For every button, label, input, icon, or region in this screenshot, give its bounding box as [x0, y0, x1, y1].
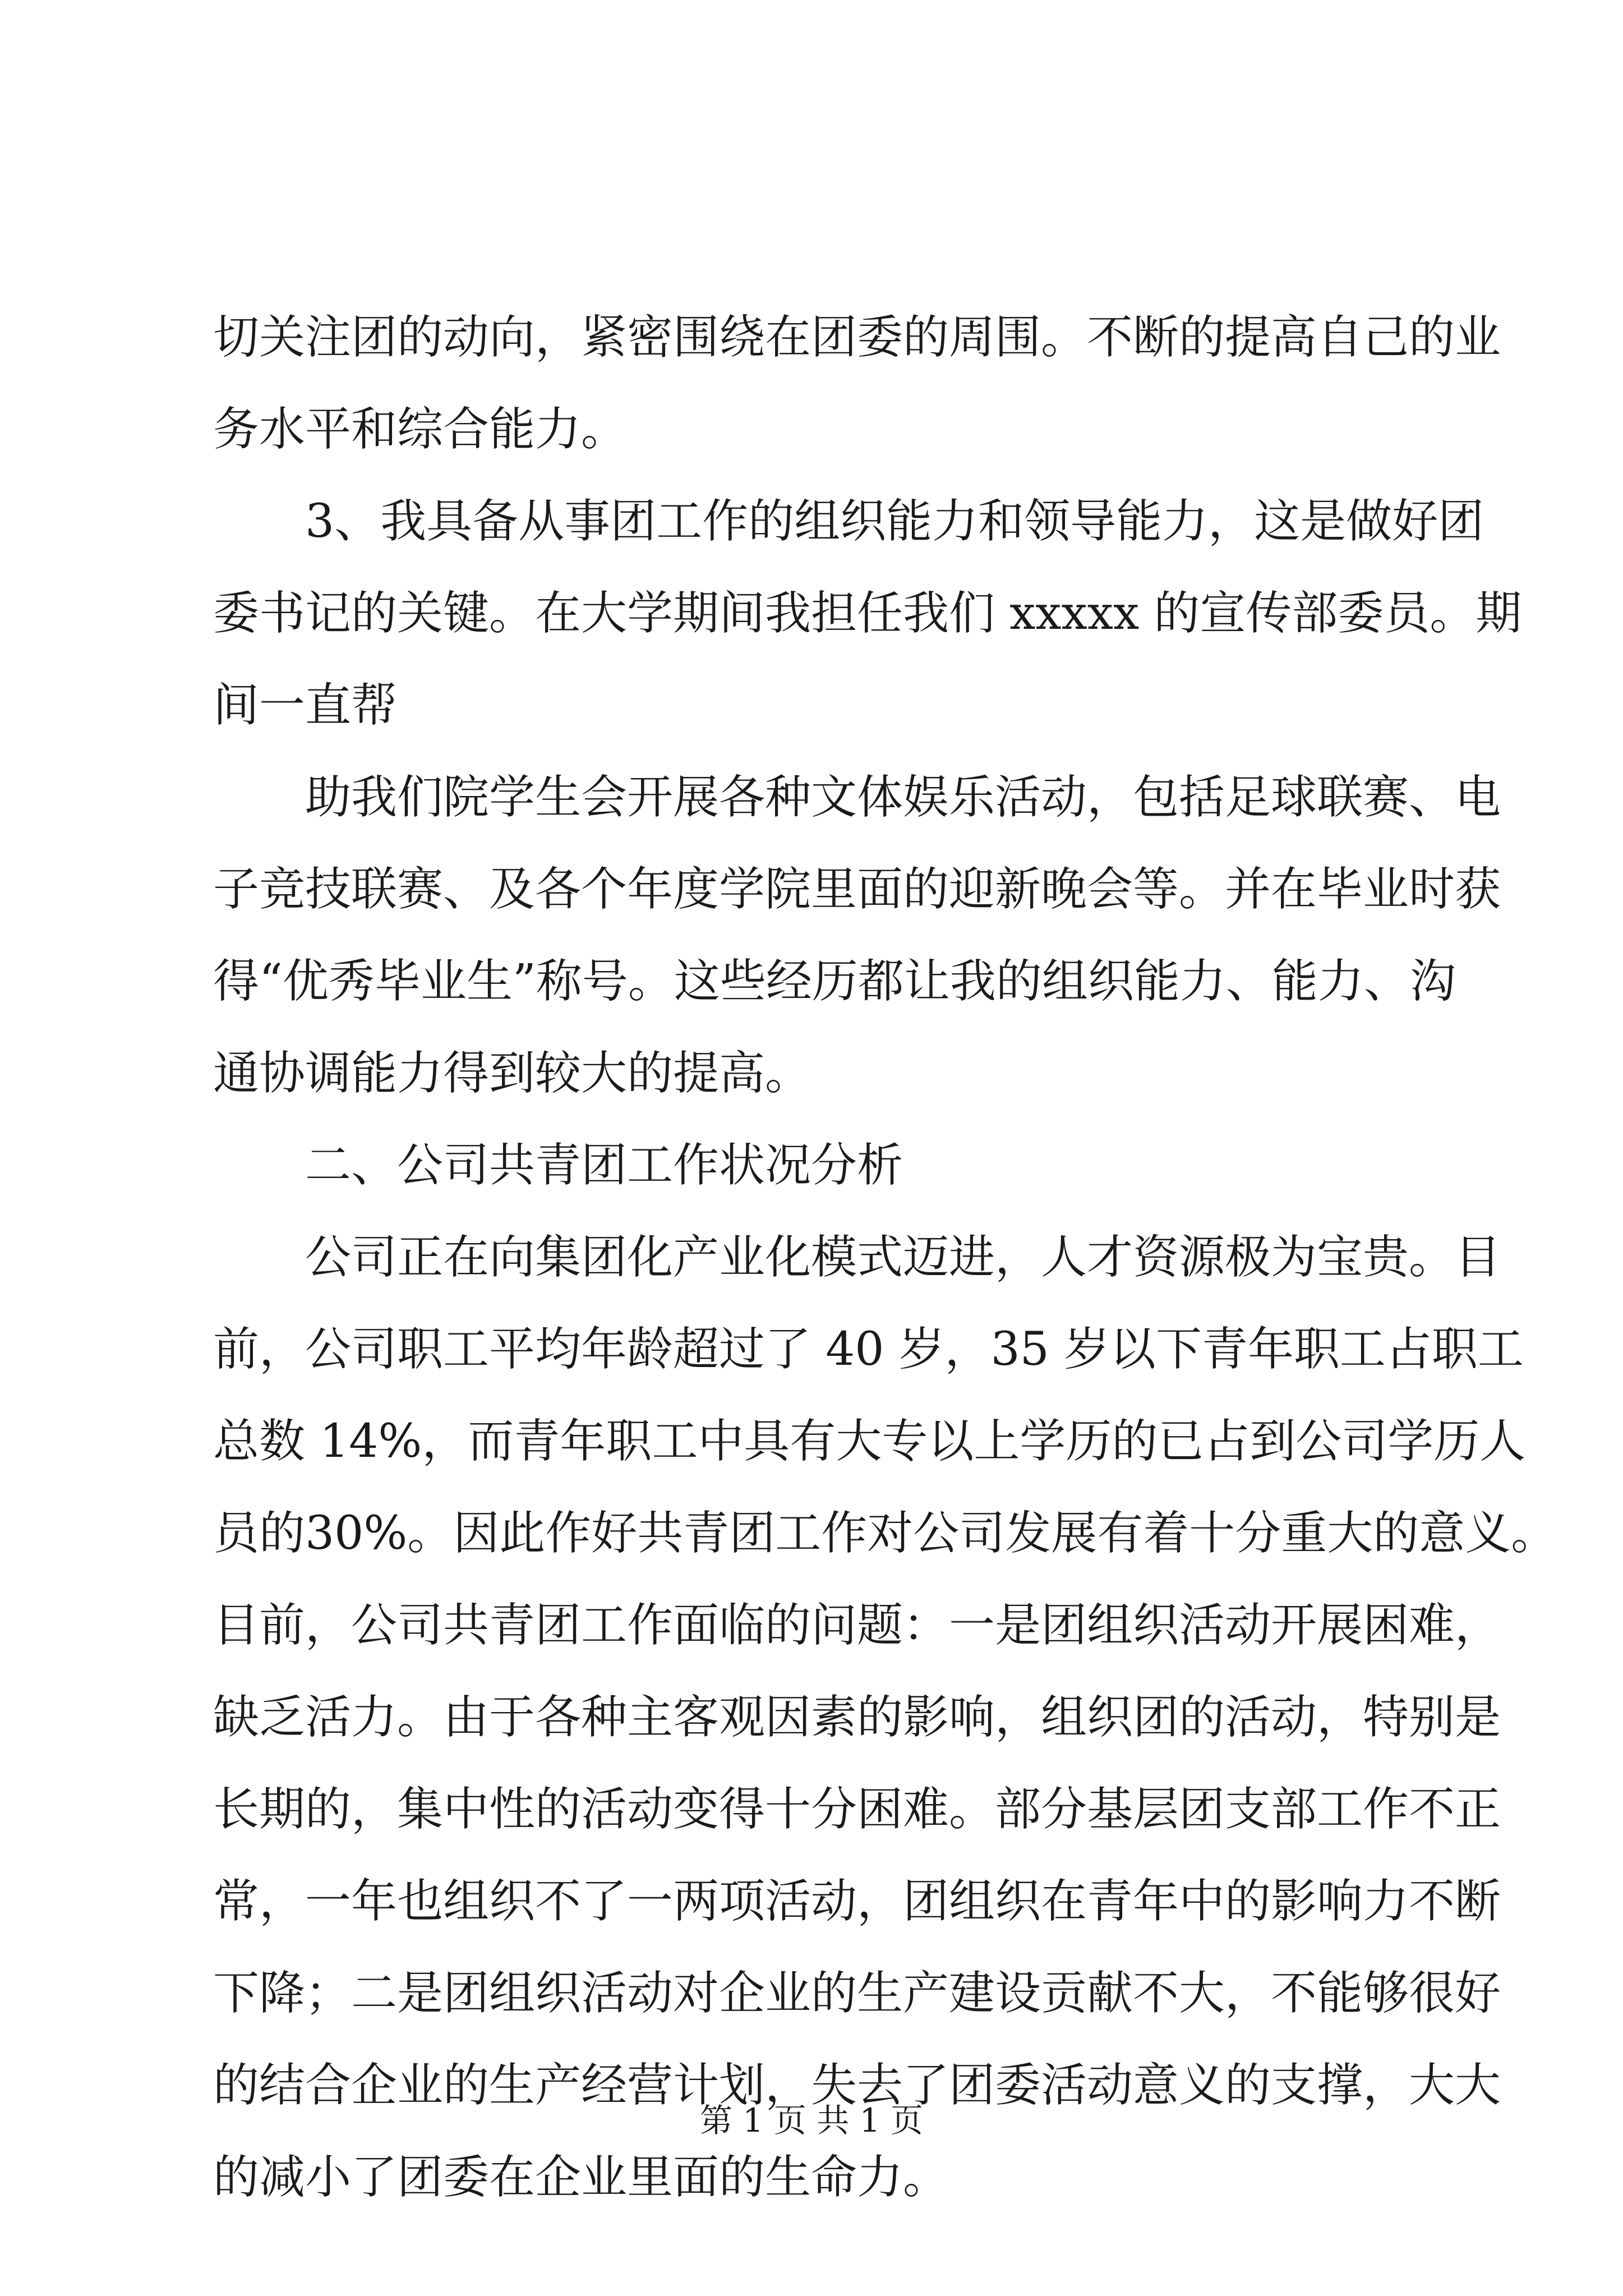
text-line: 缺乏活力。由于各种主客观因素的影响，组织团的活动，特别是: [213, 1691, 1501, 1744]
page-footer: 第 1 页 共 1 页: [700, 2101, 923, 2139]
text-line: 得“优秀毕业生”称号。这些经历都让我的组织能力、能力、沟: [213, 955, 1456, 1008]
text-line: 切关注团的动向，紧密围绕在团委的周围。不断的提高自己的业: [213, 311, 1501, 364]
text-line: 助我们院学生会开展各种文体娱乐活动，包括足球联赛、电: [305, 771, 1501, 824]
text-line: 总数 14%，而青年职工中具有大专以上学历的已占到公司学历人: [213, 1415, 1526, 1468]
text-line: 3、我具备从事团工作的组织能力和领导能力，这是做好团: [305, 495, 1484, 548]
text-line: 务水平和综合能力。: [213, 403, 628, 456]
text-line: 公司正在向集团化产业化模式迈进，人才资源极为宝贵。目: [305, 1231, 1501, 1284]
text-line: 长期的，集中性的活动变得十分困难。部分基层团支部工作不正: [213, 1783, 1501, 1836]
text-line: 下降；二是团组织活动对企业的生产建设贡献不大，不能够很好: [213, 1967, 1501, 2020]
text-line: 目前，公司共青团工作面临的问题：一是团组织活动开展困难，: [213, 1599, 1501, 1652]
document-body: [213, 292, 1557, 2224]
section-heading: 二、公司共青团工作状况分析: [305, 1139, 903, 1192]
text-line: 员的30%。因此作好共青团工作对公司发展有着十分重大的意义。: [213, 1507, 1557, 1560]
text-line: 常，一年也组织不了一两项活动，团组织在青年中的影响力不断: [213, 1875, 1501, 1928]
text-line: 的减小了团委在企业里面的生命力。: [213, 2151, 949, 2204]
text-line: 前，公司职工平均年龄超过了 40 岁，35 岁以下青年职工占职工: [213, 1323, 1524, 1376]
text-line: 委书记的关键。在大学期间我担任我们 xxxxx 的宣传部委员。期: [213, 587, 1522, 640]
text-line: 通协调能力得到较大的提高。: [213, 1047, 811, 1100]
text-line: 的结合企业的生产经营计划，失去了团委活动意义的支撑，大大: [213, 2059, 1501, 2112]
text-line: 间一直帮: [213, 679, 398, 732]
text-line: 子竞技联赛、及各个年度学院里面的迎新晚会等。并在毕业时获: [213, 863, 1501, 916]
